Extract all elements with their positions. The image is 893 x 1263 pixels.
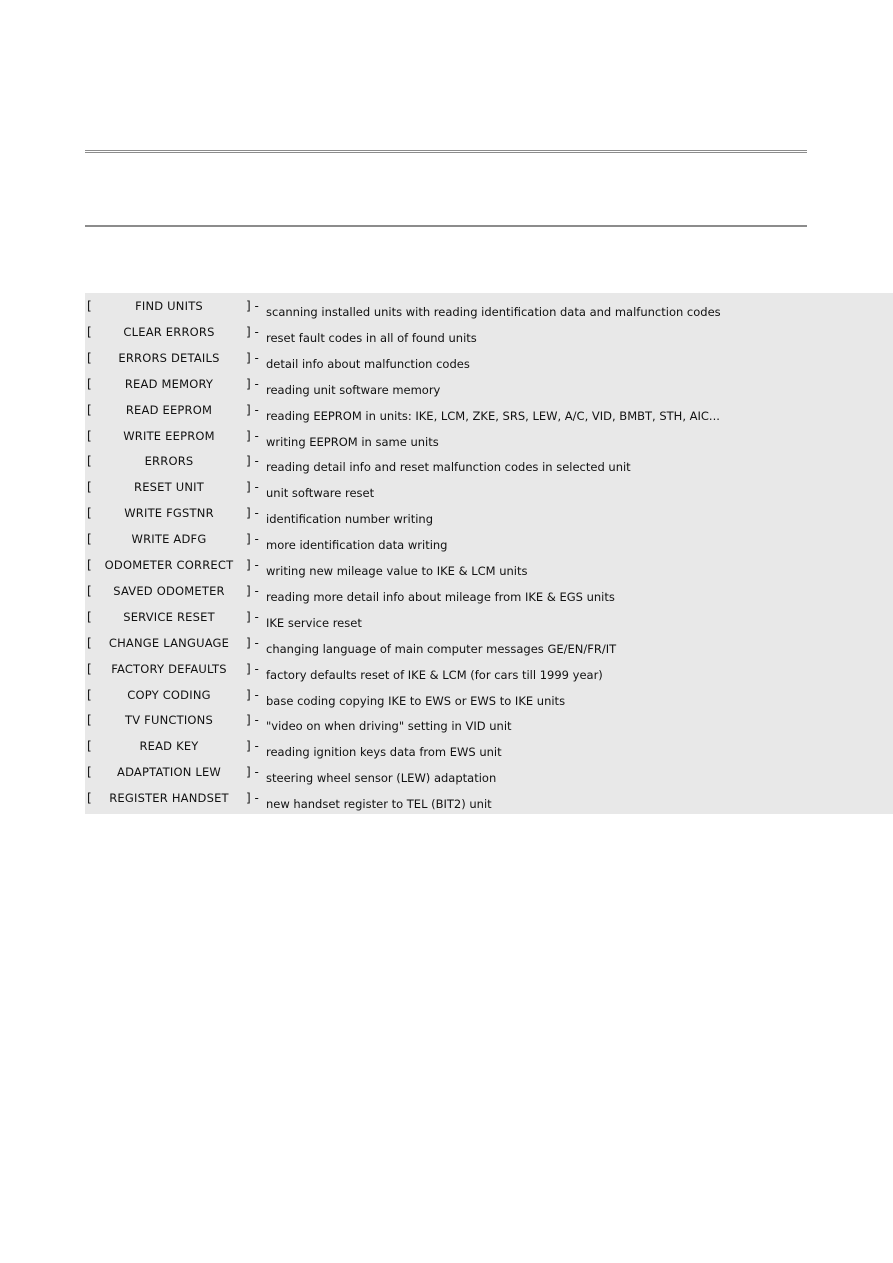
bracket-close: ] - — [246, 765, 259, 780]
function-label: WRITE EEPROM — [123, 428, 215, 443]
function-label: FIND UNITS — [135, 299, 203, 313]
function-label: ADAPTATION LEW — [117, 765, 221, 780]
function-label: WRITE ADFG — [131, 532, 207, 547]
bracket-open: [ — [87, 532, 92, 547]
function-row — [85, 682, 893, 708]
function-description: detail info about malfunction codes — [266, 356, 470, 371]
function-row — [85, 293, 893, 319]
bracket-close: ] - — [246, 350, 259, 365]
function-description: writing new mileage value to IKE & LCM units — [266, 564, 528, 578]
bracket-open: [ — [87, 739, 92, 754]
function-label: ERRORS — [144, 454, 194, 469]
function-label: SAVED ODOMETER — [113, 583, 225, 598]
function-description: factory defaults reset of IKE & LCM (for cars till 1999 year) — [266, 667, 603, 682]
function-description: new handset register to TEL (BIT2) unit — [266, 797, 492, 812]
function-row — [85, 319, 893, 345]
function-description: identification number writing — [266, 512, 434, 527]
bracket-open: [ — [87, 635, 92, 650]
bracket-close: ] - — [246, 480, 259, 495]
bracket-close: ] - — [246, 558, 259, 572]
bracket-close: ] - — [246, 739, 259, 754]
bracket-close: ] - — [246, 299, 259, 313]
function-description: "video on when driving" setting in VID unit — [266, 719, 512, 734]
function-row — [85, 345, 893, 371]
function-row — [85, 552, 893, 578]
bracket-open: [ — [87, 506, 92, 521]
function-label: FACTORY DEFAULTS — [111, 661, 227, 676]
bracket-close: ] - — [246, 376, 259, 391]
bracket-open: [ — [87, 791, 92, 806]
bracket-close: ] - — [246, 791, 259, 806]
bracket-close: ] - — [246, 609, 259, 624]
bracket-open: [ — [87, 324, 92, 339]
function-list-panel — [85, 293, 893, 814]
bracket-close: ] - — [246, 506, 259, 521]
function-label: REGISTER HANDSET — [109, 791, 229, 806]
function-description: IKE service reset — [266, 615, 362, 630]
function-description: unit software reset — [266, 486, 375, 501]
bracket-close: ] - — [246, 661, 259, 676]
function-row — [85, 604, 893, 630]
bracket-close: ] - — [246, 532, 259, 547]
bracket-open: [ — [87, 558, 92, 572]
function-description: reading unit software memory — [266, 382, 441, 397]
function-row — [85, 759, 893, 785]
function-label: RESET UNIT — [134, 480, 204, 495]
function-label: CHANGE LANGUAGE — [108, 635, 230, 650]
bracket-open: [ — [87, 609, 92, 624]
function-description: reading detail info and reset malfunction codes in selected unit — [266, 460, 631, 475]
bracket-close: ] - — [246, 583, 259, 598]
function-row — [85, 500, 893, 526]
function-description: scanning installed units with reading identification data and malfunction codes — [266, 305, 721, 319]
function-label: READ EEPROM — [125, 402, 213, 417]
bracket-close: ] - — [246, 402, 259, 417]
bracket-open: [ — [87, 661, 92, 676]
bracket-close: ] - — [246, 324, 259, 339]
bracket-close: ] - — [246, 454, 259, 469]
bracket-open: [ — [87, 402, 92, 417]
bracket-open: [ — [87, 428, 92, 443]
bracket-close: ] - — [246, 428, 259, 443]
bracket-open: [ — [87, 687, 92, 702]
function-row — [85, 371, 893, 397]
function-row — [85, 656, 893, 682]
bracket-open: [ — [87, 454, 92, 469]
function-description: steering wheel sensor (LEW) adaptation — [266, 771, 497, 786]
bracket-open: [ — [87, 350, 92, 365]
function-description: reading ignition keys data from EWS unit — [266, 745, 502, 760]
function-description: reading EEPROM in units: IKE, LCM, ZKE, SRS, LEW, A/C, VID, BMBT, STH, AIC... — [266, 408, 720, 423]
function-label: COPY CODING — [127, 687, 211, 702]
function-label: CLEAR ERRORS — [123, 324, 215, 339]
function-row — [85, 526, 893, 552]
function-row — [85, 474, 893, 500]
function-description: base coding copying IKE to EWS or EWS to IKE units — [266, 693, 566, 708]
bracket-open: [ — [87, 299, 92, 313]
bracket-close: ] - — [246, 713, 259, 728]
function-label: ODOMETER CORRECT — [104, 558, 234, 572]
top-divider — [85, 150, 807, 153]
bracket-open: [ — [87, 713, 92, 728]
function-label: READ MEMORY — [124, 376, 214, 391]
function-row — [85, 630, 893, 656]
function-row — [85, 785, 893, 811]
function-label: SERVICE RESET — [123, 609, 215, 624]
function-row — [85, 448, 893, 474]
function-description: reset fault codes in all of found units — [266, 330, 477, 345]
function-description: more identification data writing — [266, 538, 448, 553]
bracket-close: ] - — [246, 635, 259, 650]
function-row — [85, 707, 893, 733]
function-description: reading more detail info about mileage from IKE & EGS units — [266, 589, 615, 604]
bottom-divider — [85, 225, 807, 227]
function-description: writing EEPROM in same units — [266, 434, 439, 449]
function-row — [85, 578, 893, 604]
function-description: changing language of main computer messages GE/EN/FR/IT — [266, 641, 617, 656]
bracket-open: [ — [87, 765, 92, 780]
function-row — [85, 733, 893, 759]
bracket-open: [ — [87, 480, 92, 495]
function-label: WRITE FGSTNR — [124, 506, 214, 521]
function-row — [85, 423, 893, 449]
function-label: READ KEY — [139, 739, 199, 754]
bracket-open: [ — [87, 583, 92, 598]
bracket-open: [ — [87, 376, 92, 391]
function-label: TV FUNCTIONS — [125, 713, 213, 728]
function-row — [85, 397, 893, 423]
bracket-close: ] - — [246, 687, 259, 702]
function-label: ERRORS DETAILS — [118, 350, 220, 365]
